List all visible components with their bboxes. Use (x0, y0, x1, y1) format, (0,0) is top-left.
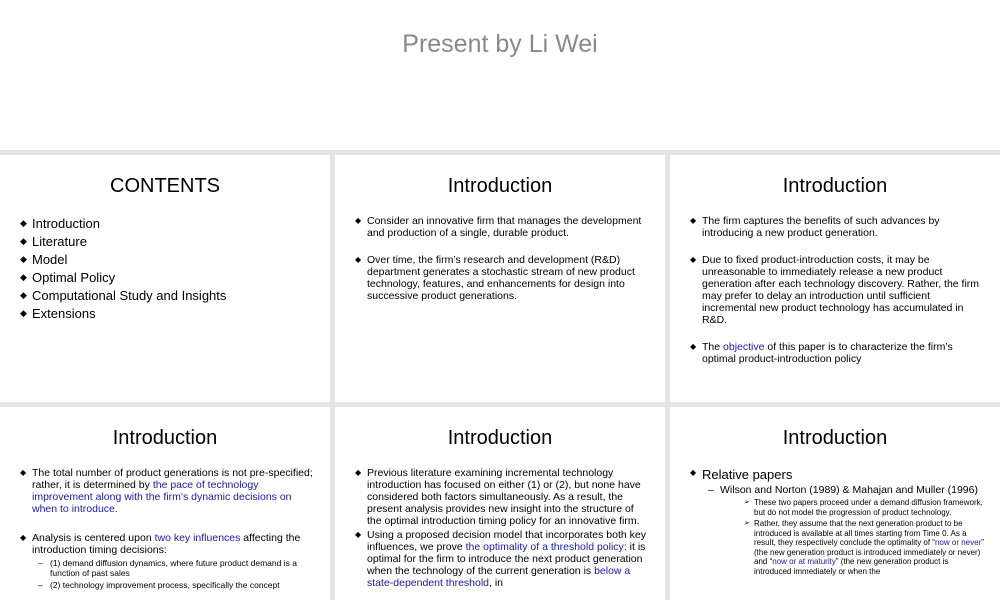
bullet-text: The (702, 341, 724, 353)
bullet-list (20, 467, 316, 590)
bullet-list (690, 467, 986, 576)
bullet-item (20, 467, 316, 515)
sub-sub-bullet-item (720, 519, 986, 576)
contents-item: ◆ Model (20, 251, 316, 269)
presentation-title (0, 0, 1000, 1)
slide-thumbnail-intro-1[interactable] (335, 155, 665, 402)
bullet-text: The total number of product generations is not pre-specified; rather, it is determined by (32, 467, 313, 491)
sub-bullet-list (32, 558, 316, 590)
bullet-item: ◆ Consider an innovative firm that manages the development and production of a single, durable product. (355, 215, 651, 239)
sub-sub-bullet-list (720, 498, 986, 576)
bullet-text: : it is optimal for the firm to introduce the next product generation when the technology of the current generation is (367, 541, 646, 577)
highlight-text: now or never (934, 538, 982, 547)
sub-sub-bullet-text: Rather, they assume that the next generation product to be introduced is available at all times starting from Time 0. As a result, they respectively conclude the optimality of “ (754, 519, 967, 547)
sub-sub-bullet-item: ➢ These two papers proceed under a demand diffusion framework, but do not model the progression of product technology. (720, 498, 986, 517)
bullet-text: Relative papers (702, 467, 793, 482)
slide-title: CONTENTS (110, 175, 220, 197)
bullet-text: , in (489, 577, 504, 589)
sub-sub-bullet-text: ” (the new generation product is introduced immediately or when the (754, 557, 949, 576)
presenter-line: Present by Li Wei (402, 30, 598, 58)
bullet-item: ◆ Due to fixed product-introduction costs, it may be unreasonable to immediately release a new product generation after each technology discovery. Rather, the firm may prefer to delay an introduction until sufficient incremental new product technology has accumulated in R&D. (690, 254, 986, 326)
contents-list (20, 215, 316, 323)
highlight-text: two key influences (154, 532, 241, 544)
highlight-text: objective (723, 341, 765, 353)
sub-bullet-item: – (2) technology improvement process, specifically the concept (32, 580, 316, 590)
contents-item: ◆ Introduction (20, 215, 316, 233)
bullet-list (355, 467, 651, 589)
bullet-text: of this paper is to characterize the firm’s optimal product-introduction policy (702, 341, 953, 365)
highlight-text: below a state-dependent threshold (367, 565, 631, 589)
highlight-text: now or at maturity (772, 557, 836, 566)
title-slide[interactable] (0, 0, 1000, 150)
bullet-text: Using a proposed decision model that incorporates both key influences, we prove (367, 529, 646, 553)
highlight-text: the pace of technology improvement along with the firm’s dynamic decisions on when to introduce. (32, 479, 292, 515)
slide-title: Introduction (112, 427, 218, 449)
bullet-text: Analysis is centered upon (32, 532, 155, 544)
slide-thumbnail-intro-2[interactable] (670, 155, 1000, 402)
slide-thumbnail-intro-3[interactable] (0, 407, 330, 600)
contents-item: ◆ Computational Study and Insights (20, 287, 316, 305)
contents-item: ◆ Extensions (20, 305, 316, 323)
sub-sub-bullet-text: ” (the new generation product is introduced immediately or never) and “ (754, 538, 984, 566)
bullet-item: ◆ Over time, the firm’s research and development (R&D) department generates a stochastic stream of new product technology, features, and enhancements for design into successive product generations. (355, 254, 651, 302)
sub-bullet-text: Wilson and Norton (1989) & Mahajan and Muller (1996) (720, 484, 978, 496)
bullet-list (355, 215, 651, 302)
slide-thumbnail-intro-4[interactable] (335, 407, 665, 600)
bullet-item: ◆ The firm captures the benefits of such advances by introducing a new product generation. (690, 215, 986, 239)
bullet-text: affecting the introduction timing decisions: (32, 532, 301, 556)
bullet-item (20, 532, 316, 590)
slide-title: Introduction (782, 427, 888, 449)
slide-title: Introduction (782, 175, 888, 197)
contents-item: ◆ Optimal Policy (20, 269, 316, 287)
sub-bullet-item (702, 484, 986, 576)
bullet-item (355, 529, 651, 589)
sub-bullet-list (702, 484, 986, 576)
slide-thumbnail-intro-5[interactable] (670, 407, 1000, 600)
bullet-item (690, 341, 986, 365)
bullet-list (690, 215, 986, 365)
slide-title: Introduction (447, 175, 553, 197)
slide-title: Introduction (447, 427, 553, 449)
bullet-item: ◆ Previous literature examining incremental technology introduction has focused on either (1) or (2), but none have considered both factors simultaneously. As a result, the present analysis provides new insight into the structure of the optimal introduction timing policy for an innovative firm. (355, 467, 651, 527)
slide-thumbnail-contents[interactable] (0, 155, 330, 402)
contents-item: ◆ Literature (20, 233, 316, 251)
sub-bullet-item: – (1) demand diffusion dynamics, where future product demand is a function of past sales (32, 558, 316, 578)
bullet-item (690, 467, 986, 576)
highlight-text: the optimality of a threshold policy (465, 541, 624, 553)
